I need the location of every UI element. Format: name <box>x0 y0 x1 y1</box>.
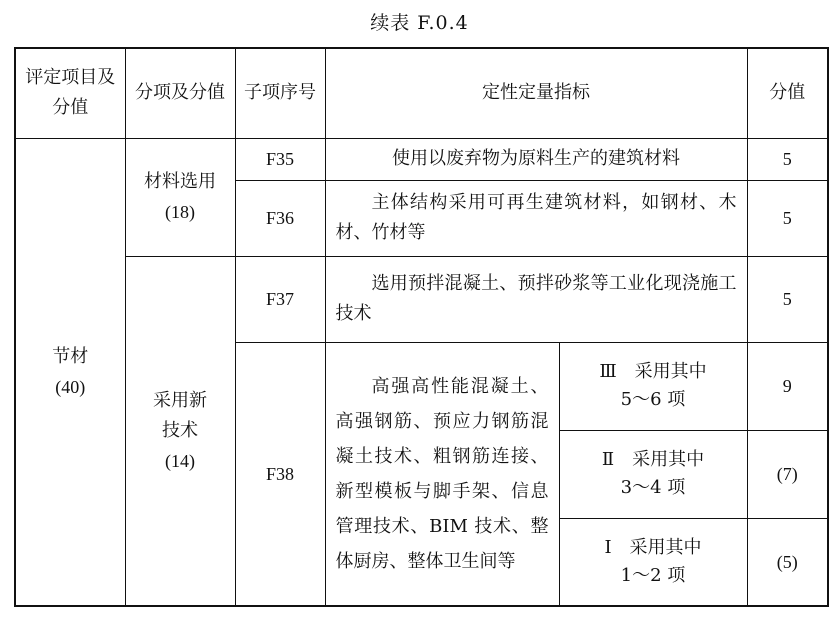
group-cell <box>125 138 235 256</box>
grade-level: Ⅰ 采用其中 <box>604 536 702 558</box>
header-item: 评定项目及分值 <box>15 48 125 138</box>
item-points: (40) <box>55 376 86 397</box>
row-score: 5 <box>747 180 828 256</box>
group-points: (14) <box>165 450 195 471</box>
header-indicator: 定性定量指标 <box>325 48 747 138</box>
grade-cell <box>559 342 747 430</box>
row-code: F36 <box>235 180 325 256</box>
grade-cell <box>559 430 747 518</box>
grade-score: (7) <box>747 430 828 518</box>
row-code: F37 <box>235 256 325 342</box>
group-name: 材料选用 <box>144 171 216 192</box>
group-points: (18) <box>165 202 195 222</box>
table-caption: 续表 F.0.4 <box>370 12 469 34</box>
group-name: 采用新技术 <box>153 389 207 441</box>
grade-cell <box>559 518 747 606</box>
row-indicator: 高强高性能混凝土、高强钢筋、预应力钢筋混凝土技术、粗钢筋连接、新型模板与脚手架、信息管理技术、BIM 技术、整体厨房、整体卫生间等 <box>325 342 559 606</box>
row-indicator: 使用以废弃物为原料生产的建筑材料 <box>325 138 747 180</box>
grade-level: Ⅲ 采用其中 <box>599 361 707 382</box>
grade-score: 9 <box>747 342 828 430</box>
row-score: 5 <box>747 138 828 180</box>
item-name: 节材 <box>52 345 89 367</box>
item-cell <box>15 138 125 606</box>
header-score: 分值 <box>747 48 828 138</box>
grade-level: Ⅱ 采用其中 <box>601 449 705 470</box>
table-row <box>15 256 828 342</box>
row-score: 5 <box>747 256 828 342</box>
table-row <box>15 138 828 180</box>
row-indicator: 主体结构采用可再生建筑材料，如钢材、木材、竹材等 <box>325 180 747 256</box>
header-row <box>15 48 828 138</box>
header-sub: 分项及分值 <box>125 48 235 138</box>
row-code: F35 <box>235 138 325 180</box>
header-seq: 子项序号 <box>235 48 325 138</box>
grade-range: 3～4 项 <box>620 477 686 498</box>
row-code: F38 <box>235 342 325 606</box>
grade-range: 5～6 项 <box>620 389 686 410</box>
row-indicator: 选用预拌混凝土、预拌砂浆等工业化现浇施工技术 <box>325 256 747 342</box>
grade-range: 1～2 项 <box>620 564 686 586</box>
grade-score: (5) <box>747 518 828 606</box>
group-cell <box>125 256 235 606</box>
evaluation-table <box>14 47 829 607</box>
